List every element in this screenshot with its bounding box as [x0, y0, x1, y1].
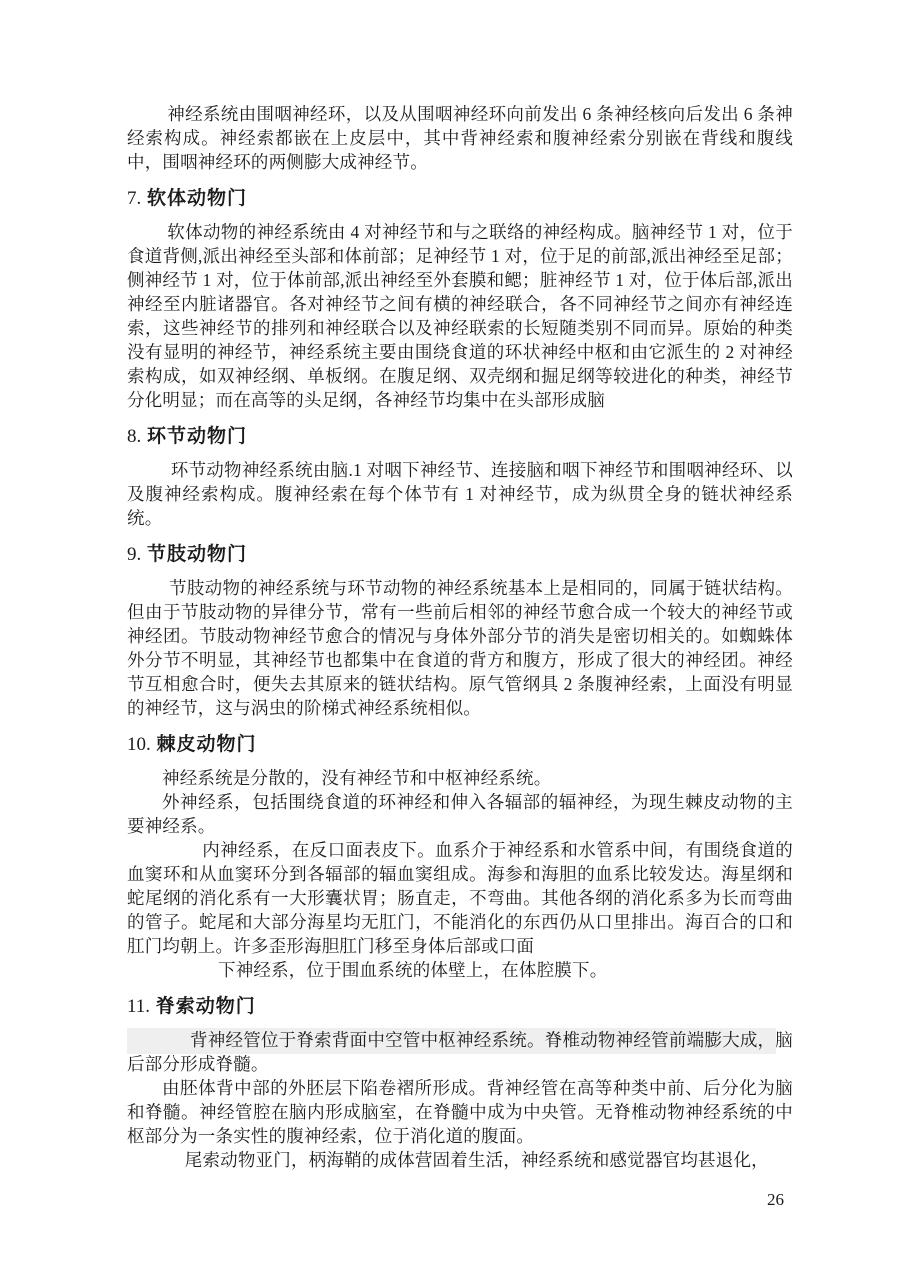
section-10-title: 棘皮动物门	[156, 734, 257, 755]
section-9-paragraph-1: 节肢动物的神经系统与环节动物的神经系统基本上是相同的，同属于链状结构。但由于节肢动物的异律分节，常有一些前后相邻的神经节愈合成一个较大的神经节或神经团。节肢动物神经节愈合的情况与身体外部分节的消失是密切相关的。如蜘蛛体外分节不明显，其神经节也都集中在食道的背方和腹方，形成了很大的神经团。神经节互相愈合时，便失去其原来的链状结构。原气管纲具 2 条腹神经索，上面没有明显的神经节，这与涡虫的阶梯式神经系统相似。	[127, 578, 793, 718]
section-7-paragraph-1: 软体动物的神经系统由 4 对神经节和与之联络的神经构成。脑神经节 1 对，位于食道背侧,派出神经至头部和体前部；足神经节 1 对，位于足的前部,派出神经至足部；侧神经节 1 对，位于体前部,派出神经至外套膜和鳃；脏神经节 1 对，位于体后部,派出神经至内脏诸器官。各对神经节之间有横的神经联合，各不同神经节之间亦有神经连索，这些神经节的排列和神经联合以及神经联索的长短随类别不同而异。原始的种类没有显明的神经节，神经系统主要由围绕食道的环状神经中枢和由它派生的 2 对神经索构成，如双神经纲、单板纲。在腹足纲、双壳纲和掘足纲等较进化的种类，神经节分化明显；而在高等的头足纲，各神经节均集中在头部形成脑	[127, 222, 793, 410]
section-10-paragraph-4: 下神经系，位于围血系统的体壁上，在体腔膜下。	[218, 960, 608, 980]
section-10-paragraph-3: 内神经系，在反口面表皮下。血系介于神经系和水管系中间，有围绕食道的血窦环和从血窦环分到各辐部的辐血窦组成。海参和海胆的血系比较发达。海星纲和蛇尾纲的消化系有一大形囊状胃；肠直走，不弯曲。其他各纲的消化系多为长而弯曲的管子。蛇尾和大部分海星均无肛门，不能消化的东西仍从口里排出。海百合的口和肛门均朝上。许多歪形海胆肛门移至身体后部或口面	[127, 840, 793, 956]
section-11-number: 11.	[127, 996, 151, 1017]
section-10-number: 10.	[127, 734, 151, 755]
section-10-heading	[127, 732, 793, 758]
section-10-paragraph-1: 神经系统是分散的，没有神经节和中枢神经系统。	[162, 768, 552, 788]
section-8-title: 环节动物门	[146, 426, 247, 447]
section-7-heading	[127, 186, 793, 212]
section-7-title: 软体动物门	[146, 188, 247, 209]
section-11-paragraph-3: 尾索动物亚门，柄海鞘的成体营固着生活，神经系统和感觉器官均甚退化，	[184, 1150, 769, 1170]
section-8-number: 8.	[127, 426, 142, 447]
section-9-number: 9.	[127, 544, 142, 565]
section-9-title: 节肢动物门	[146, 544, 247, 565]
section-7-number: 7.	[127, 188, 142, 209]
section-11-paragraph-1-highlighted: 背神经管位于脊索背面中空管中枢神经系统。脊椎动物神经管前端膨大成，脑后部分形成脊髓。	[127, 1030, 793, 1074]
page-number: 26	[767, 1190, 784, 1209]
section-8-heading	[127, 424, 793, 450]
text-column	[127, 102, 793, 1172]
section-10-paragraph-2: 外神经系，包括围绕食道的环神经和伸入各辐部的辐神经，为现生棘皮动物的主要神经系。	[127, 792, 793, 836]
section-11-paragraph-2: 由胚体背中部的外胚层下陷卷褶所形成。背神经管在高等种类中前、后分化为脑和脊髓。神经管腔在脑内形成脑室，在脊髓中成为中央管。无脊椎动物神经系统的中枢部分为一条实性的腹神经索，位于消化道的腹面。	[127, 1078, 793, 1146]
section-9-heading	[127, 542, 793, 568]
intro-paragraph: 神经系统由围咽神经环，以及从围咽神经环向前发出 6 条神经核向后发出 6 条神经索构成。神经索都嵌在上皮层中，其中背神经索和腹神经索分别嵌在背线和腹线中，围咽神经环的两侧膨大成神经节。	[127, 104, 793, 172]
section-8-paragraph-1: 环节动物神经系统由脑.1 对咽下神经节、连接脑和咽下神经节和围咽神经环、以及腹神经索构成。腹神经索在每个体节有 1 对神经节，成为纵贯全身的链状神经系统。	[127, 460, 793, 528]
section-11-title: 脊索动物门	[155, 996, 256, 1017]
section-11-heading	[127, 994, 793, 1020]
